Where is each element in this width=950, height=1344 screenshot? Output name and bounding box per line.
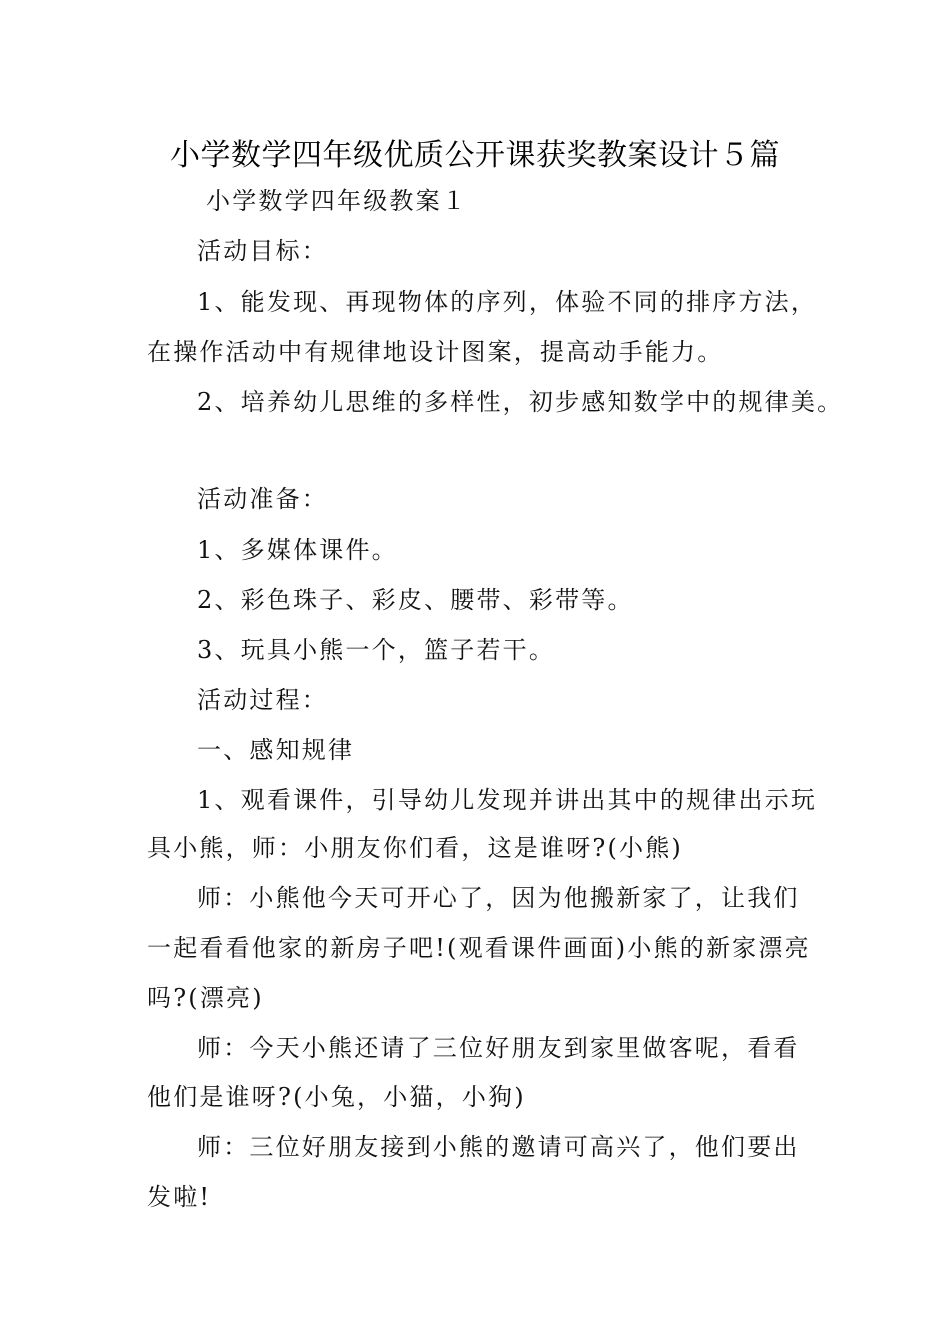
paragraph-line: 1、多媒体课件。 (197, 536, 398, 564)
section-subtitle: 小学数学四年级教案１ (206, 187, 468, 215)
document-title: 小学数学四年级优质公开课获奖教案设计５篇 (170, 138, 780, 173)
paragraph-line: 在操作活动中有规律地设计图案，提高动手能力。 (147, 338, 724, 366)
paragraph-line: 活动过程： (197, 686, 328, 714)
paragraph-line: 活动目标： (197, 237, 328, 265)
paragraph-line: 3、玩具小熊一个，篮子若干。 (197, 636, 556, 664)
paragraph-line: 师：今天小熊还请了三位好朋友到家里做客呢，看看 (197, 1034, 800, 1062)
paragraph-line: 一、感知规律 (197, 736, 355, 764)
paragraph-line: 师：小熊他今天可开心了，因为他搬新家了，让我们 (197, 884, 800, 912)
paragraph-line: 发啦! (147, 1183, 212, 1211)
paragraph-line: 活动准备： (197, 485, 328, 513)
paragraph-line: 1、能发现、再现物体的序列，体验不同的排序方法， (197, 288, 818, 316)
paragraph-line: 一起看看他家的新房子吧!(观看课件画面)小熊的新家漂亮 (147, 934, 811, 962)
paragraph-line: 他们是谁呀?(小兔，小猫，小狗) (147, 1083, 526, 1111)
paragraph-line: 师：三位好朋友接到小熊的邀请可高兴了，他们要出 (197, 1133, 800, 1161)
paragraph-line: 2、培养幼儿思维的多样性，初步感知数学中的规律美。 (197, 388, 844, 416)
paragraph-line: 1、观看课件，引导幼儿发现并讲出其中的规律出示玩 (197, 786, 818, 814)
paragraph-line: 具小熊，师：小朋友你们看，这是谁呀?(小熊) (147, 834, 683, 862)
paragraph-line: 吗?(漂亮) (147, 984, 264, 1012)
paragraph-line: 2、彩色珠子、彩皮、腰带、彩带等。 (197, 586, 634, 614)
